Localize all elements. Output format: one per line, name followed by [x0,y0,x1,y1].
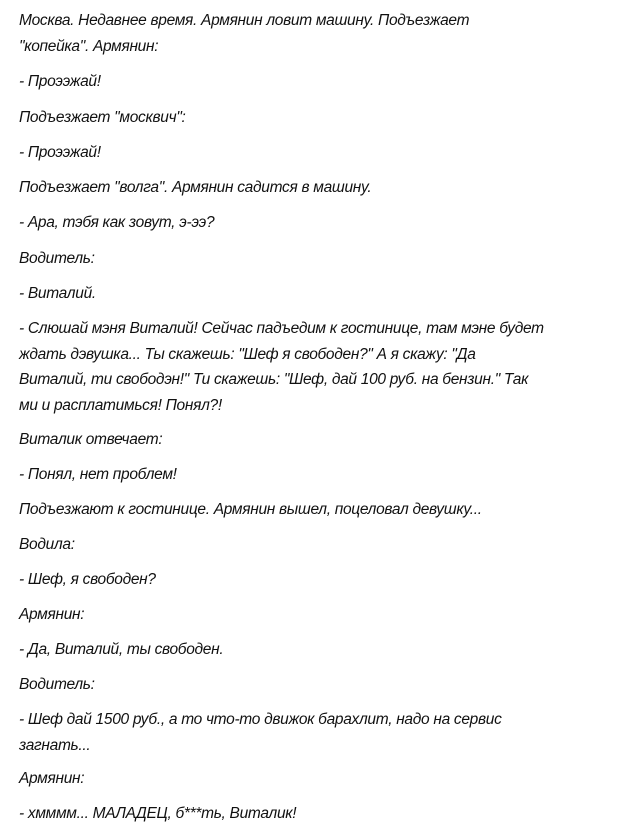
text-line: Подъезжают к гостинице. Армянин вышел, поцеловал девушку... [19,501,482,518]
text-line: загнать... [19,737,91,754]
text-line: - Ара, тэбя как зовут, э-ээ? [19,214,215,231]
text-line: - Слюшай мэня Виталий! Сейчас падъедим к гостинице, там мэне будет [19,320,544,337]
text-line: - Шеф дай 1500 руб., а то что-то движок барахлит, надо на сервис [19,711,502,728]
text-line: Москва. Недавнее время. Армянин ловит машину. Подъезжает [19,12,470,29]
text-line: Водила: [19,536,75,553]
text-line: - Проээжай! [19,144,101,161]
text-line: - Шеф, я свободен? [19,571,156,588]
text-line: - Виталий. [19,285,96,302]
text-line: Водитель: [19,250,95,267]
text-line: Водитель: [19,676,95,693]
text-line: - Проээжай! [19,73,101,90]
text-line: Подъезжает "москвич": [19,109,186,126]
text-line: Виталий, ти свободэн!" Ти скажешь: "Шеф, дай 100 руб. на бензин." Так [19,371,529,388]
text-line: Виталик отвечает: [19,431,163,448]
text-line: Армянин: [19,770,85,787]
text-line: Подъезжает "волга". Армянин садится в машину. [19,179,372,196]
text-line: "копейка". Армянин: [19,38,159,55]
text-line: - хмммм... МАЛАДЕЦ, б***ть, Виталик! [19,805,297,822]
text-line: Армянин: [19,606,85,623]
text-line: ми и расплатимься! Понял?! [19,397,222,414]
text-line: - Да, Виталий, ты свободен. [19,641,224,658]
text-line: ждать дэвушка... Ты скажешь: "Шеф я свободен?" А я скажу: "Да [19,346,476,363]
text-line: - Понял, нет проблем! [19,466,177,483]
